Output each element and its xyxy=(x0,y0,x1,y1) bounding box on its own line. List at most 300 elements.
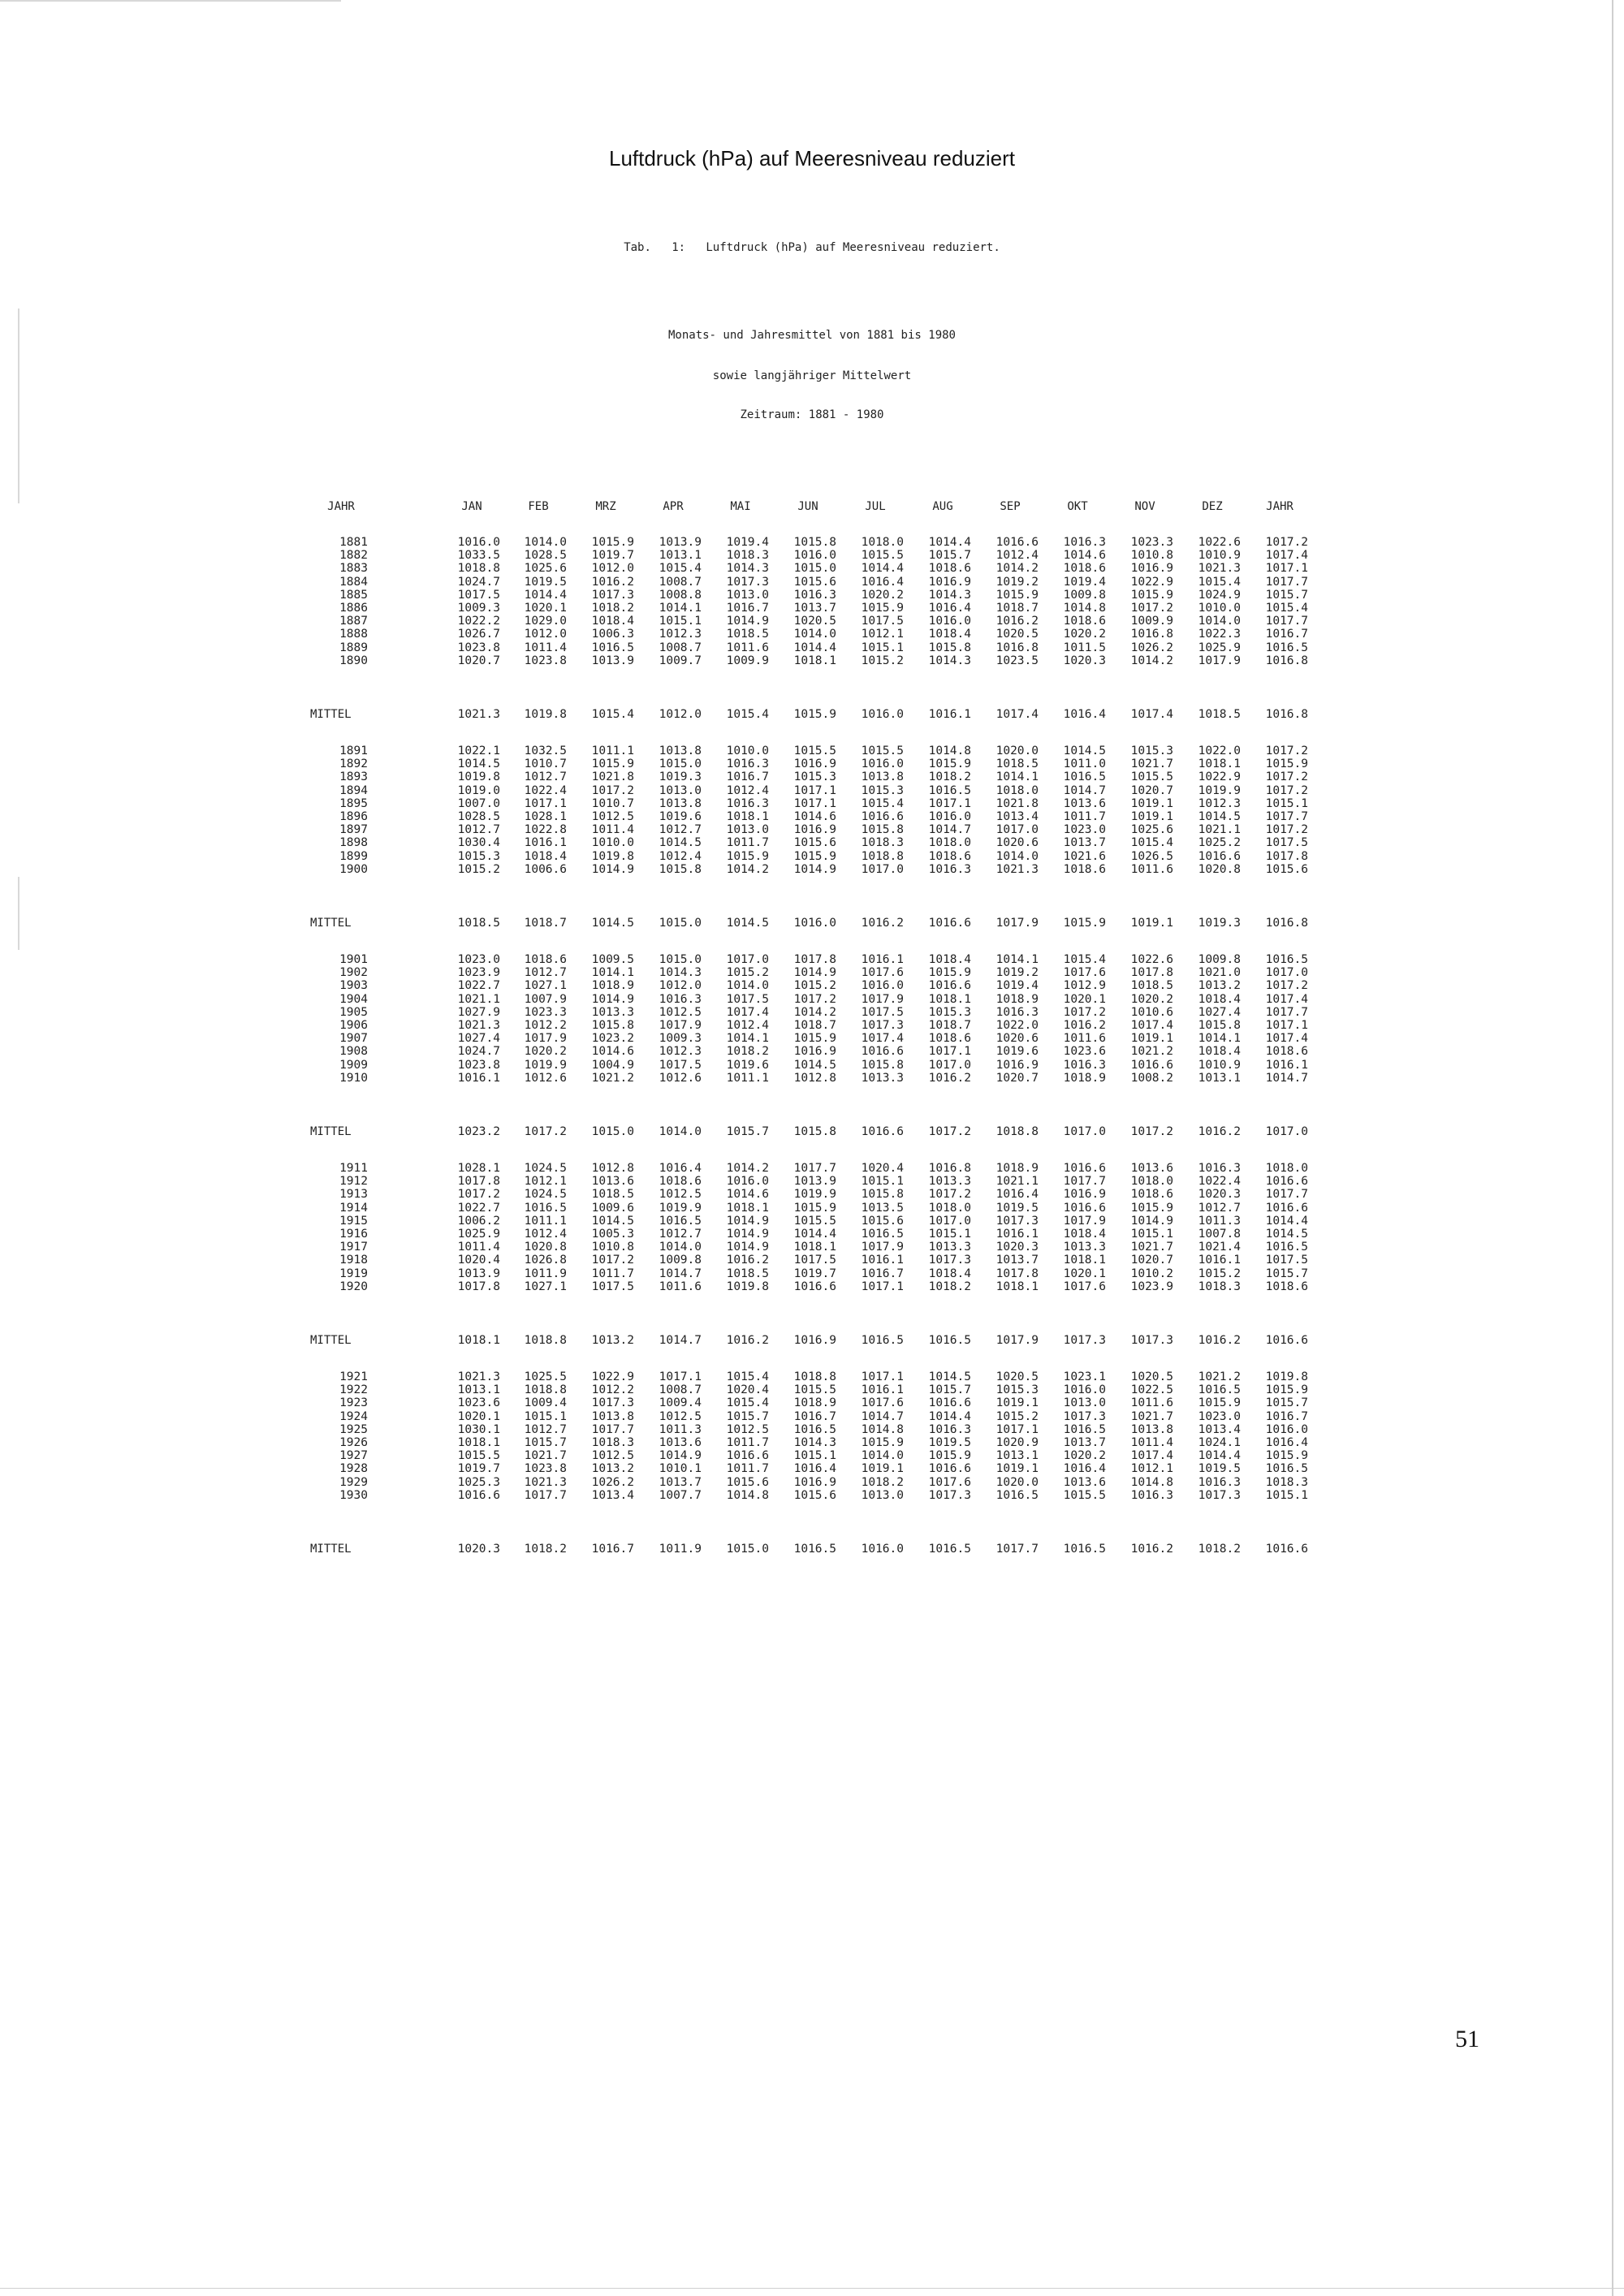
value-cell: 1014.7 xyxy=(928,823,971,837)
value-cell: 1015.2 xyxy=(996,1409,1039,1423)
value-cell: 1015.2 xyxy=(726,966,769,980)
value-cell: 1015.1 xyxy=(659,615,702,628)
value-cell: 1009.4 xyxy=(524,1396,567,1410)
value-cell: 1027.9 xyxy=(457,1005,500,1019)
value-cell: 1007.9 xyxy=(524,992,567,1006)
year-cell: 1887 xyxy=(339,615,368,628)
value-cell: 1018.3 xyxy=(861,836,904,850)
year-cell: 1928 xyxy=(339,1462,368,1476)
value-cell: 1027.1 xyxy=(524,979,567,993)
value-cell: 1018.1 xyxy=(726,1201,769,1215)
mean-value-cell: 1016.0 xyxy=(861,708,904,721)
value-cell: 1012.1 xyxy=(861,628,904,641)
value-cell: 1016.6 xyxy=(1063,1201,1106,1215)
value-cell: 1023.3 xyxy=(524,1005,567,1019)
value-cell: 1012.2 xyxy=(591,1383,634,1397)
value-cell: 1014.9 xyxy=(726,615,769,628)
value-cell: 1012.4 xyxy=(659,849,702,863)
value-cell: 1015.9 xyxy=(1265,1383,1308,1397)
value-cell: 1015.5 xyxy=(793,744,836,757)
value-cell: 1015.9 xyxy=(928,966,971,980)
value-cell: 1013.3 xyxy=(861,1071,904,1085)
value-cell: 1023.2 xyxy=(591,1032,634,1046)
mean-value-cell: 1017.4 xyxy=(996,708,1039,721)
value-cell: 1016.8 xyxy=(928,1162,971,1175)
value-cell: 1015.6 xyxy=(861,1214,904,1228)
value-cell: 1006.6 xyxy=(524,862,567,876)
value-cell: 1012.0 xyxy=(659,979,702,993)
mean-value-cell: 1019.8 xyxy=(524,708,567,721)
value-cell: 1013.9 xyxy=(793,1175,836,1189)
value-cell: 1017.1 xyxy=(793,783,836,797)
year-cell: 1882 xyxy=(339,549,368,563)
value-cell: 1018.1 xyxy=(726,810,769,823)
value-cell: 1016.3 xyxy=(726,757,769,771)
value-cell: 1014.5 xyxy=(659,836,702,850)
value-cell: 1017.5 xyxy=(1265,836,1308,850)
value-cell: 1017.3 xyxy=(996,1214,1039,1228)
value-cell: 1017.8 xyxy=(1265,849,1308,863)
value-cell: 1005.3 xyxy=(591,1228,634,1241)
value-cell: 1016.4 xyxy=(659,1162,702,1175)
value-cell: 1008.7 xyxy=(659,641,702,654)
value-cell: 1018.3 xyxy=(1265,1475,1308,1489)
value-cell: 1029.0 xyxy=(524,615,567,628)
mean-value-cell: 1014.7 xyxy=(659,1334,702,1347)
value-cell: 1020.8 xyxy=(1198,862,1241,876)
value-cell: 1015.9 xyxy=(591,757,634,771)
value-cell: 1015.0 xyxy=(793,562,836,576)
value-cell: 1018.9 xyxy=(996,1162,1039,1175)
mean-value-cell: 1017.7 xyxy=(996,1543,1039,1556)
value-cell: 1022.7 xyxy=(457,1201,500,1215)
value-cell: 1018.0 xyxy=(861,536,904,549)
value-cell: 1017.2 xyxy=(591,783,634,797)
value-cell: 1015.9 xyxy=(1265,1449,1308,1463)
year-cell: 1885 xyxy=(339,588,368,602)
value-cell: 1009.9 xyxy=(1130,615,1173,628)
value-cell: 1008.7 xyxy=(659,1383,702,1397)
value-cell: 1014.0 xyxy=(861,1449,904,1463)
value-cell: 1013.3 xyxy=(1063,1241,1106,1254)
value-cell: 1012.7 xyxy=(524,1422,567,1436)
value-cell: 1020.2 xyxy=(1063,1449,1106,1463)
value-cell: 1016.5 xyxy=(793,1422,836,1436)
value-cell: 1014.5 xyxy=(793,1058,836,1072)
year-cell: 1924 xyxy=(339,1409,368,1423)
value-cell: 1019.9 xyxy=(1198,783,1241,797)
value-cell: 1013.3 xyxy=(591,1005,634,1019)
value-cell: 1011.6 xyxy=(1130,862,1173,876)
mean-value-cell: 1016.6 xyxy=(1265,1543,1308,1556)
value-cell: 1016.0 xyxy=(793,549,836,563)
value-cell: 1018.1 xyxy=(1198,757,1241,771)
mean-value-cell: 1018.7 xyxy=(524,917,567,930)
value-cell: 1019.9 xyxy=(524,1058,567,1072)
value-cell: 1012.7 xyxy=(524,770,567,784)
value-cell: 1011.9 xyxy=(524,1267,567,1280)
value-cell: 1016.6 xyxy=(793,1280,836,1293)
column-header: JAN xyxy=(461,500,482,513)
value-cell: 1021.6 xyxy=(1063,849,1106,863)
value-cell: 1012.4 xyxy=(726,1019,769,1032)
value-cell: 1014.6 xyxy=(591,1045,634,1059)
value-cell: 1018.4 xyxy=(1198,992,1241,1006)
value-cell: 1009.5 xyxy=(591,953,634,966)
value-cell: 1012.4 xyxy=(726,783,769,797)
value-cell: 1020.2 xyxy=(524,1045,567,1059)
value-cell: 1023.8 xyxy=(524,1462,567,1476)
value-cell: 1017.1 xyxy=(793,796,836,810)
value-cell: 1022.9 xyxy=(1198,770,1241,784)
value-cell: 1017.5 xyxy=(726,992,769,1006)
year-cell: 1917 xyxy=(339,1241,368,1254)
value-cell: 1018.0 xyxy=(996,783,1039,797)
year-cell: 1883 xyxy=(339,562,368,576)
value-cell: 1021.1 xyxy=(1198,823,1241,837)
value-cell: 1016.9 xyxy=(928,575,971,589)
value-cell: 1018.6 xyxy=(1130,1188,1173,1202)
value-cell: 1017.9 xyxy=(861,992,904,1006)
value-cell: 1018.9 xyxy=(996,992,1039,1006)
value-cell: 1014.0 xyxy=(996,849,1039,863)
value-cell: 1016.3 xyxy=(996,1005,1039,1019)
year-cell: 1899 xyxy=(339,849,368,863)
value-cell: 1014.8 xyxy=(726,1488,769,1502)
value-cell: 1016.5 xyxy=(1265,1241,1308,1254)
value-cell: 1025.9 xyxy=(457,1228,500,1241)
value-cell: 1015.3 xyxy=(861,783,904,797)
value-cell: 1012.8 xyxy=(591,1162,634,1175)
value-cell: 1016.6 xyxy=(1063,1162,1106,1175)
value-cell: 1011.3 xyxy=(659,1422,702,1436)
value-cell: 1014.8 xyxy=(928,744,971,757)
value-cell: 1025.2 xyxy=(1198,836,1241,850)
value-cell: 1020.3 xyxy=(1063,654,1106,667)
value-cell: 1018.4 xyxy=(524,849,567,863)
value-cell: 1017.2 xyxy=(1265,744,1308,757)
value-cell: 1022.0 xyxy=(996,1019,1039,1032)
value-cell: 1010.6 xyxy=(1130,1005,1173,1019)
value-cell: 1016.6 xyxy=(726,1449,769,1463)
value-cell: 1012.7 xyxy=(659,823,702,837)
mean-value-cell: 1016.0 xyxy=(861,1543,904,1556)
value-cell: 1018.9 xyxy=(591,979,634,993)
value-cell: 1020.7 xyxy=(457,654,500,667)
value-cell: 1026.5 xyxy=(1130,849,1173,863)
value-cell: 1022.1 xyxy=(457,744,500,757)
value-cell: 1021.1 xyxy=(457,992,500,1006)
value-cell: 1017.1 xyxy=(928,796,971,810)
mean-value-cell: 1017.2 xyxy=(524,1125,567,1138)
value-cell: 1015.1 xyxy=(861,641,904,654)
value-cell: 1018.3 xyxy=(591,1436,634,1449)
value-cell: 1018.4 xyxy=(928,953,971,966)
value-cell: 1018.6 xyxy=(1063,615,1106,628)
value-cell: 1014.4 xyxy=(928,536,971,549)
value-cell: 1009.7 xyxy=(659,654,702,667)
value-cell: 1018.5 xyxy=(726,1267,769,1280)
value-cell: 1015.7 xyxy=(524,1436,567,1449)
value-cell: 1021.3 xyxy=(996,862,1039,876)
mean-value-cell: 1016.4 xyxy=(1063,708,1106,721)
value-cell: 1012.5 xyxy=(726,1422,769,1436)
value-cell: 1015.9 xyxy=(793,1032,836,1046)
value-cell: 1024.5 xyxy=(524,1188,567,1202)
value-cell: 1015.9 xyxy=(1265,757,1308,771)
value-cell: 1017.3 xyxy=(928,1488,971,1502)
value-cell: 1013.6 xyxy=(659,1436,702,1449)
value-cell: 1009.4 xyxy=(659,1396,702,1410)
value-cell: 1018.6 xyxy=(1265,1280,1308,1293)
year-cell: 1922 xyxy=(339,1383,368,1397)
value-cell: 1012.1 xyxy=(1130,1462,1173,1476)
value-cell: 1013.5 xyxy=(861,1201,904,1215)
value-cell: 1023.0 xyxy=(1063,823,1106,837)
mean-value-cell: 1016.2 xyxy=(1130,1543,1173,1556)
mean-value-cell: 1021.3 xyxy=(457,708,500,721)
value-cell: 1024.5 xyxy=(524,1162,567,1175)
value-cell: 1016.1 xyxy=(861,953,904,966)
value-cell: 1014.7 xyxy=(659,1267,702,1280)
value-cell: 1021.3 xyxy=(457,1019,500,1032)
value-cell: 1018.4 xyxy=(1063,1228,1106,1241)
value-cell: 1020.4 xyxy=(726,1383,769,1397)
value-cell: 1023.3 xyxy=(1130,536,1173,549)
value-cell: 1015.3 xyxy=(793,770,836,784)
value-cell: 1024.9 xyxy=(1198,588,1241,602)
value-cell: 1021.8 xyxy=(591,770,634,784)
value-cell: 1011.7 xyxy=(591,1267,634,1280)
mean-value-cell: 1017.0 xyxy=(1265,1125,1308,1138)
value-cell: 1020.6 xyxy=(996,1032,1039,1046)
value-cell: 1015.3 xyxy=(996,1383,1039,1397)
value-cell: 1008.2 xyxy=(1130,1071,1173,1085)
value-cell: 1018.5 xyxy=(591,1188,634,1202)
value-cell: 1014.5 xyxy=(1063,744,1106,757)
mean-value-cell: 1019.1 xyxy=(1130,917,1173,930)
mean-row-label: MITTEL xyxy=(310,917,352,930)
value-cell: 1022.2 xyxy=(457,615,500,628)
value-cell: 1014.7 xyxy=(1265,1071,1308,1085)
value-cell: 1010.8 xyxy=(591,1241,634,1254)
value-cell: 1016.5 xyxy=(1063,770,1106,784)
year-cell: 1889 xyxy=(339,641,368,654)
value-cell: 1014.4 xyxy=(524,588,567,602)
mean-value-cell: 1016.8 xyxy=(1265,917,1308,930)
value-cell: 1013.6 xyxy=(1063,1475,1106,1489)
value-cell: 1018.1 xyxy=(793,1241,836,1254)
column-header: SEP xyxy=(1000,500,1021,513)
value-cell: 1015.5 xyxy=(861,744,904,757)
value-cell: 1021.7 xyxy=(1130,1241,1173,1254)
value-cell: 1014.9 xyxy=(726,1241,769,1254)
value-cell: 1017.5 xyxy=(861,615,904,628)
value-cell: 1011.7 xyxy=(726,1436,769,1449)
value-cell: 1018.6 xyxy=(928,562,971,576)
value-cell: 1014.2 xyxy=(1130,654,1173,667)
value-cell: 1017.7 xyxy=(1265,1188,1308,1202)
year-cell: 1904 xyxy=(339,992,368,1006)
value-cell: 1012.3 xyxy=(659,1045,702,1059)
value-cell: 1021.1 xyxy=(996,1175,1039,1189)
value-cell: 1015.8 xyxy=(793,536,836,549)
value-cell: 1013.3 xyxy=(928,1241,971,1254)
value-cell: 1012.7 xyxy=(1198,1201,1241,1215)
mean-value-cell: 1015.4 xyxy=(591,708,634,721)
value-cell: 1015.9 xyxy=(928,1449,971,1463)
value-cell: 1022.6 xyxy=(1198,536,1241,549)
value-cell: 1015.9 xyxy=(861,602,904,615)
value-cell: 1021.2 xyxy=(591,1071,634,1085)
mean-value-cell: 1015.0 xyxy=(591,1125,634,1138)
mean-value-cell: 1018.8 xyxy=(996,1125,1039,1138)
value-cell: 1016.1 xyxy=(1198,1254,1241,1267)
column-header: NOV xyxy=(1134,500,1155,513)
value-cell: 1023.8 xyxy=(457,641,500,654)
value-cell: 1014.0 xyxy=(726,979,769,993)
mean-value-cell: 1017.9 xyxy=(996,1334,1039,1347)
value-cell: 1014.9 xyxy=(726,1214,769,1228)
value-cell: 1032.5 xyxy=(524,744,567,757)
value-cell: 1015.5 xyxy=(1130,770,1173,784)
value-cell: 1015.9 xyxy=(793,849,836,863)
value-cell: 1012.3 xyxy=(659,628,702,641)
value-cell: 1028.1 xyxy=(457,1162,500,1175)
value-cell: 1023.6 xyxy=(457,1396,500,1410)
value-cell: 1017.1 xyxy=(659,1370,702,1383)
value-cell: 1015.9 xyxy=(996,588,1039,602)
value-cell: 1022.5 xyxy=(1130,1383,1173,1397)
value-cell: 1014.3 xyxy=(793,1436,836,1449)
value-cell: 1018.0 xyxy=(1265,1162,1308,1175)
mean-value-cell: 1017.9 xyxy=(996,917,1039,930)
value-cell: 1017.2 xyxy=(457,1188,500,1202)
year-cell: 1926 xyxy=(339,1436,368,1449)
value-cell: 1015.1 xyxy=(861,1175,904,1189)
mean-value-cell: 1016.5 xyxy=(928,1543,971,1556)
value-cell: 1013.7 xyxy=(1063,1436,1106,1449)
left-scan-mark xyxy=(18,309,19,503)
year-cell: 1912 xyxy=(339,1175,368,1189)
mean-row-label: MITTEL xyxy=(310,708,352,721)
value-cell: 1014.6 xyxy=(726,1188,769,1202)
value-cell: 1018.6 xyxy=(1265,1045,1308,1059)
value-cell: 1016.3 xyxy=(793,588,836,602)
value-cell: 1011.1 xyxy=(591,744,634,757)
value-cell: 1011.6 xyxy=(726,641,769,654)
value-cell: 1015.6 xyxy=(793,1488,836,1502)
value-cell: 1014.1 xyxy=(1198,1032,1241,1046)
value-cell: 1015.1 xyxy=(928,1228,971,1241)
value-cell: 1017.0 xyxy=(928,1214,971,1228)
value-cell: 1018.2 xyxy=(861,1475,904,1489)
value-cell: 1020.5 xyxy=(996,628,1039,641)
value-cell: 1014.8 xyxy=(1130,1475,1173,1489)
value-cell: 1013.7 xyxy=(659,1475,702,1489)
value-cell: 1016.8 xyxy=(1130,628,1173,641)
value-cell: 1011.4 xyxy=(457,1241,500,1254)
value-cell: 1020.1 xyxy=(457,1409,500,1423)
value-cell: 1018.2 xyxy=(591,602,634,615)
value-cell: 1015.4 xyxy=(1063,953,1106,966)
value-cell: 1018.4 xyxy=(928,1267,971,1280)
column-header: APR xyxy=(663,500,684,513)
value-cell: 1017.3 xyxy=(861,1019,904,1032)
value-cell: 1019.1 xyxy=(861,1462,904,1476)
value-cell: 1017.7 xyxy=(591,1422,634,1436)
value-cell: 1019.1 xyxy=(1130,796,1173,810)
value-cell: 1016.3 xyxy=(928,862,971,876)
value-cell: 1023.6 xyxy=(1063,1045,1106,1059)
year-cell: 1918 xyxy=(339,1254,368,1267)
right-scan-edge xyxy=(1612,0,1613,2296)
mean-value-cell: 1017.2 xyxy=(1130,1125,1173,1138)
year-cell: 1897 xyxy=(339,823,368,837)
value-cell: 1015.4 xyxy=(1198,575,1241,589)
value-cell: 1007.7 xyxy=(659,1488,702,1502)
mean-value-cell: 1016.2 xyxy=(1198,1334,1241,1347)
value-cell: 1008.8 xyxy=(659,588,702,602)
value-cell: 1026.8 xyxy=(524,1254,567,1267)
value-cell: 1011.6 xyxy=(1063,1032,1106,1046)
value-cell: 1014.7 xyxy=(1063,783,1106,797)
value-cell: 1016.3 xyxy=(1063,536,1106,549)
value-cell: 1016.7 xyxy=(1265,628,1308,641)
value-cell: 1018.5 xyxy=(996,757,1039,771)
value-cell: 1014.4 xyxy=(793,1228,836,1241)
value-cell: 1012.4 xyxy=(996,549,1039,563)
value-cell: 1012.2 xyxy=(524,1019,567,1032)
value-cell: 1017.3 xyxy=(928,1254,971,1267)
subtitle-timespan: Zeitraum: 1881 - 1980 xyxy=(740,408,884,421)
value-cell: 1016.6 xyxy=(1265,1175,1308,1189)
year-cell: 1890 xyxy=(339,654,368,667)
mean-value-cell: 1014.0 xyxy=(659,1125,702,1138)
value-cell: 1015.8 xyxy=(659,862,702,876)
value-cell: 1015.1 xyxy=(1265,1488,1308,1502)
value-cell: 1010.0 xyxy=(1198,602,1241,615)
value-cell: 1010.9 xyxy=(1198,1058,1241,1072)
value-cell: 1019.4 xyxy=(1063,575,1106,589)
value-cell: 1016.7 xyxy=(1265,1409,1308,1423)
value-cell: 1015.8 xyxy=(591,1019,634,1032)
value-cell: 1015.8 xyxy=(861,1188,904,1202)
mean-value-cell: 1016.5 xyxy=(861,1334,904,1347)
value-cell: 1016.6 xyxy=(1198,849,1241,863)
value-cell: 1013.7 xyxy=(1063,836,1106,850)
value-cell: 1015.9 xyxy=(1198,1396,1241,1410)
value-cell: 1026.2 xyxy=(1130,641,1173,654)
value-cell: 1018.4 xyxy=(591,615,634,628)
column-header: AUG xyxy=(932,500,953,513)
value-cell: 1016.6 xyxy=(928,1462,971,1476)
value-cell: 1021.8 xyxy=(996,796,1039,810)
value-cell: 1019.8 xyxy=(1265,1370,1308,1383)
value-cell: 1016.7 xyxy=(793,1409,836,1423)
value-cell: 1015.1 xyxy=(793,1449,836,1463)
value-cell: 1015.7 xyxy=(1265,1267,1308,1280)
value-cell: 1025.5 xyxy=(524,1370,567,1383)
mean-value-cell: 1015.7 xyxy=(726,1125,769,1138)
value-cell: 1016.9 xyxy=(996,1058,1039,1072)
value-cell: 1014.5 xyxy=(1265,1228,1308,1241)
value-cell: 1016.7 xyxy=(861,1267,904,1280)
mean-value-cell: 1015.4 xyxy=(726,708,769,721)
value-cell: 1018.6 xyxy=(524,953,567,966)
value-cell: 1026.2 xyxy=(591,1475,634,1489)
value-cell: 1009.3 xyxy=(659,1032,702,1046)
